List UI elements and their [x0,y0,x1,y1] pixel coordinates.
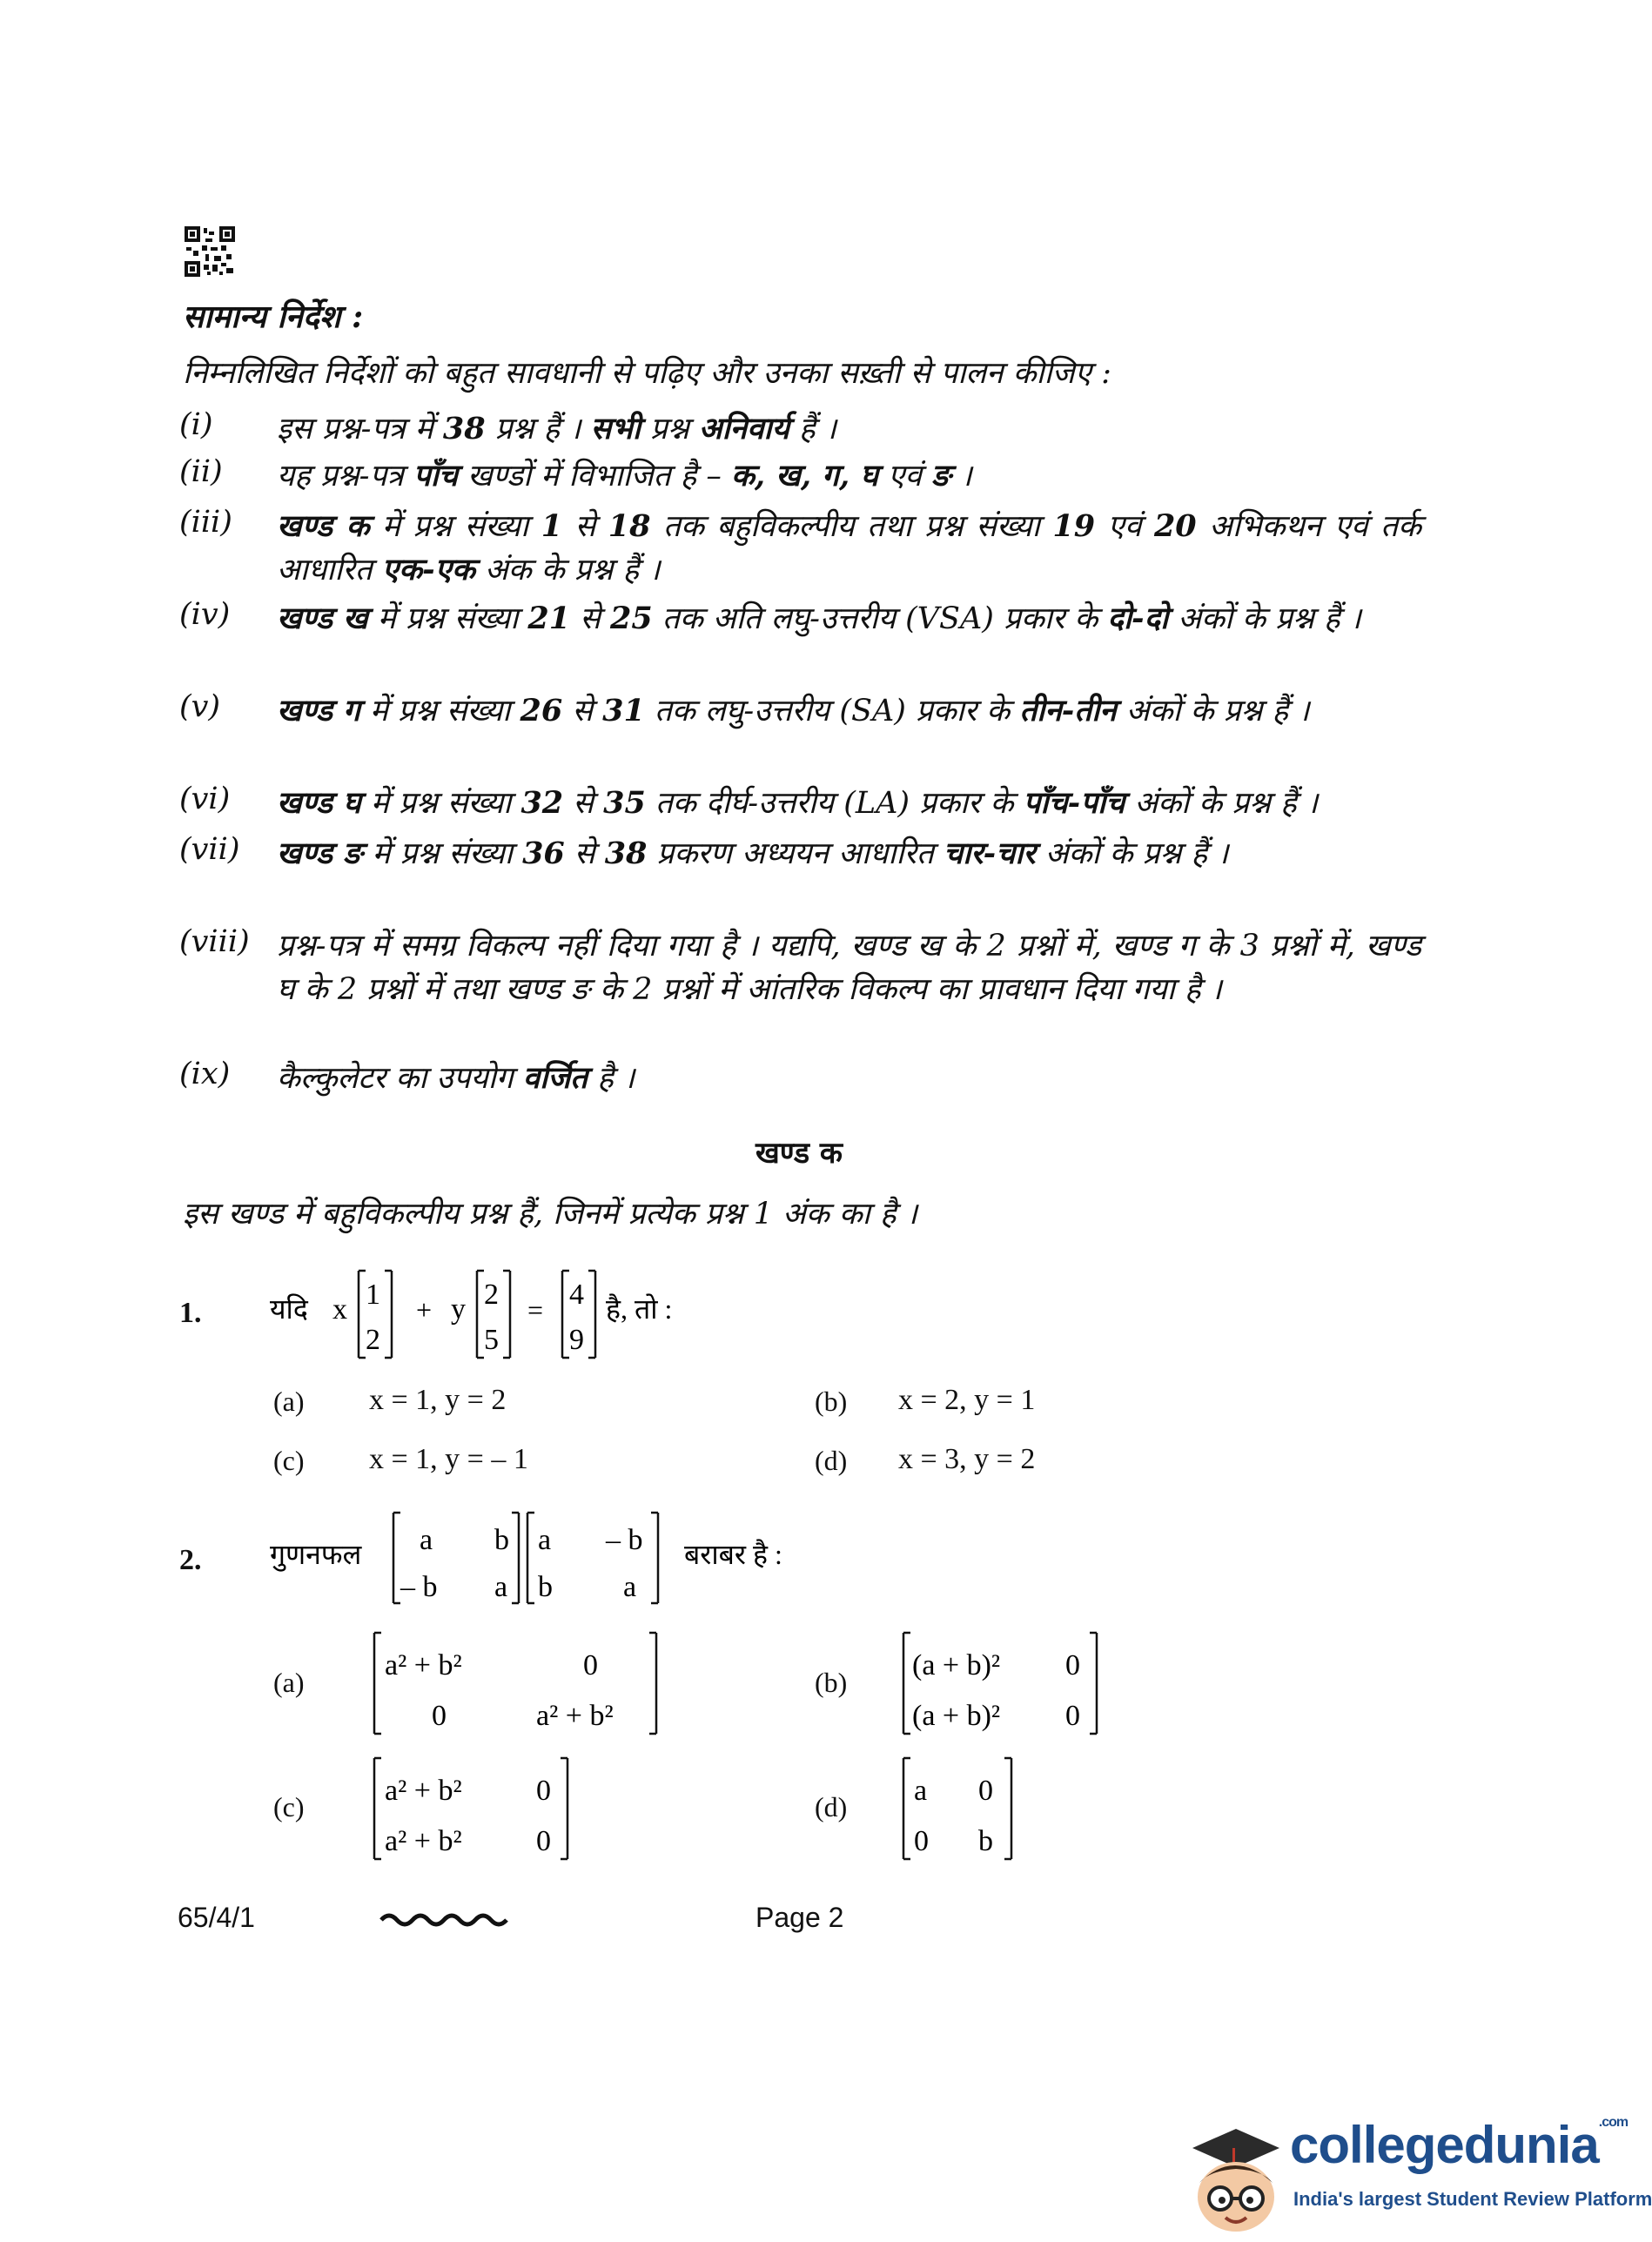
matrix-cell: 4 [569,1279,584,1311]
instruction-number: (iii) [179,505,232,540]
matrix-cell: a² + b² [385,1825,462,1857]
section-intro: इस खण्ड में बहुविकल्पीय प्रश्न हैं, जिनमें प्रत्येक प्रश्न 1 अंक का है । [183,1197,917,1232]
instruction-number: (vii) [179,832,240,867]
wave-decoration-icon [379,1910,508,1929]
instruction-number: (iv) [179,597,231,632]
matrix-cell: – b [606,1524,643,1556]
matrix-cell: 0 [536,1775,551,1807]
equals-sign: = [527,1294,544,1326]
matrix-cell: 0 [1065,1649,1080,1682]
matrix-cell: a [494,1571,508,1603]
option-label: (d) [815,1445,848,1476]
option-value: x = 1, y = – 1 [369,1443,528,1475]
mascot-icon [1184,2122,1286,2242]
question-number: 1. [179,1297,202,1329]
brand-name: collegedunia$^{.com}$ [1290,2115,1628,2174]
matrix-cell: b [978,1825,993,1857]
matrix-cell: b [538,1571,553,1603]
general-instructions-heading: सामान्य निर्देश : [183,299,364,335]
matrix-cell: 0 [1065,1700,1080,1732]
matrix-cell: – b [400,1571,438,1603]
instruction-number: (v) [179,689,221,724]
instruction-number: (ix) [179,1057,231,1091]
page-number: Page 2 [755,1902,844,1933]
option-label: (b) [815,1386,848,1417]
matrix-cell: a² + b² [385,1775,462,1807]
paper-code: 65/4/1 [178,1902,255,1933]
option-value: x = 3, y = 2 [898,1443,1036,1475]
matrix-cell: a [538,1524,552,1556]
matrix-cell: 0 [583,1649,598,1682]
matrix-cell: 0 [432,1700,447,1732]
option-matrix [895,1629,1112,1737]
plus-sign: + [416,1294,433,1326]
matrix-cell: 2 [484,1279,499,1311]
matrix-cell: 5 [484,1324,499,1356]
instruction-number: (vi) [179,782,231,816]
option-matrix [366,1629,670,1737]
matrix-cell: a [623,1571,637,1603]
option-matrix [895,1755,1025,1863]
q1-suffix: है, तो : [606,1293,673,1325]
matrix-cell: a² + b² [536,1700,614,1732]
q2-suffix: बराबर है : [684,1539,782,1570]
option-label: (c) [273,1791,305,1822]
matrix-cell: a [420,1524,433,1556]
option-value: x = 2, y = 1 [898,1384,1036,1416]
matrix-cell: 0 [978,1775,993,1807]
matrix-cell: (a + b)² [912,1700,1001,1732]
matrix-cell: a [914,1775,928,1807]
brand-logo [1184,2115,1652,2242]
matrix-cell: 0 [914,1825,929,1857]
matrix-cell: 1 [366,1279,380,1311]
instruction-number: (viii) [179,924,250,959]
q1-equation [261,1262,749,1366]
option-label: (b) [815,1667,848,1698]
q1-prefix: यदि [270,1293,308,1325]
option-label: (a) [273,1386,305,1417]
q2-product [261,1506,818,1610]
option-value: x = 1, y = 2 [369,1384,507,1416]
matrix-cell: (a + b)² [912,1649,1001,1682]
brand-tagline: India's largest Student Review Platform [1293,2188,1652,2210]
option-label: (a) [273,1667,305,1698]
instruction-number: (i) [179,407,213,442]
var-y: y [451,1293,466,1326]
section-title: खण्ड क [755,1136,843,1171]
matrix-cell: 9 [569,1324,584,1356]
matrix-cell: a² + b² [385,1649,462,1682]
question-number: 2. [179,1544,202,1576]
qr-code-icon [185,226,235,277]
var-x: x [332,1293,347,1326]
instruction-number: (ii) [179,454,223,489]
option-label: (d) [815,1791,848,1822]
option-matrix [366,1755,574,1863]
q2-prefix: गुणनफल [270,1539,362,1570]
general-instructions-intro: निम्नलिखित निर्देशों को बहुत सावधानी से पढ़िए और उनका सख़्ती से पालन कीजिए : [183,356,1111,391]
matrix-cell: 2 [366,1324,380,1356]
matrix-cell: b [494,1524,509,1556]
matrix-cell: 0 [536,1825,551,1857]
option-label: (c) [273,1445,305,1476]
